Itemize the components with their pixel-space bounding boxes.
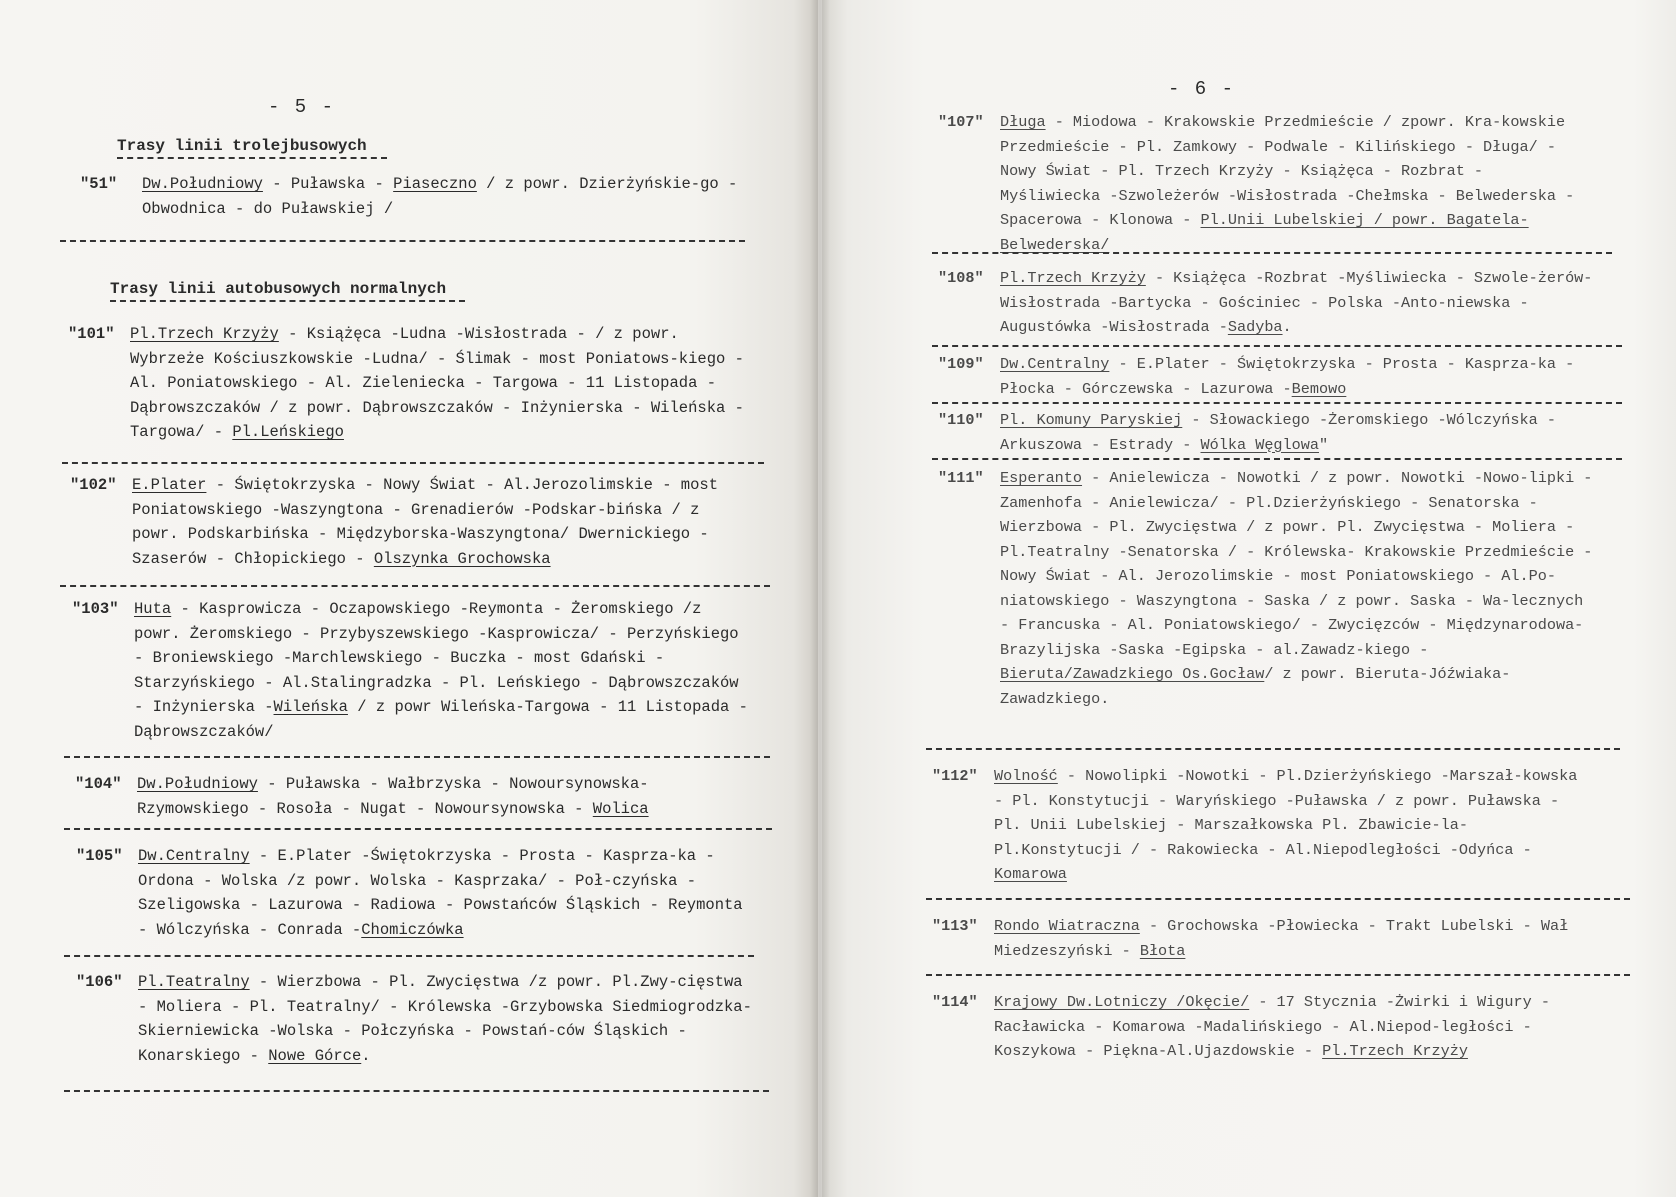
route-number: "104" (75, 775, 122, 793)
route-via: - Świętokrzyska - Nowy Świat - Al.Jerozolimskie - most Poniatowskiego -Waszyngtona - Grenadierów -Podskar-bińska / z powr. Podskarbińska - Międzyborska-Waszyngtona/ Dwernickiego - Szaserów - Chłopickiego - (132, 476, 719, 568)
route-start: Pl.Trzech Krzyży (1000, 269, 1146, 287)
page-number-left: - 5 - (268, 96, 336, 118)
route-number: "112" (932, 767, 978, 785)
book-gutter (810, 0, 830, 1197)
route-entry-51 (80, 172, 740, 221)
route-via: - Grochowska -Płowiecka - Trakt Lubelski - Wał Miedzeszyński - (994, 917, 1569, 960)
route-number: "106" (76, 973, 123, 991)
route-end: Piaseczno (393, 175, 477, 193)
route-start: Dw.Południowy (142, 175, 263, 193)
route-via: - Puławska - (262, 175, 394, 193)
route-number: "51" (80, 175, 118, 193)
route-start: Długa (1000, 113, 1046, 131)
route-end: Wolica (592, 799, 649, 818)
route-start: Wolność (994, 767, 1058, 785)
route-number: "105" (76, 847, 123, 865)
route-rest: / z powr Wileńska-Targowa - 11 Listopada -Dąbrowszczaków/ (134, 698, 748, 741)
divider-line (932, 402, 1622, 404)
route-end: Pl.Trzech Krzyży (1322, 1042, 1468, 1060)
route-rest: . (1282, 318, 1292, 336)
page-number-right: - 6 - (1168, 78, 1236, 100)
route-entry-109 (938, 352, 1598, 401)
route-rest: / z powr. Dzierżyńskie-go - Obwodnica - do Puławskiej / (142, 175, 738, 218)
divider-line (60, 585, 770, 587)
route-via: - Puławska - Wałbrzyska - Nowoursynowska-Rzymowskiego - Rosoła - Nugat - Nowoursynowska - (137, 775, 649, 818)
divider-line (926, 748, 1620, 750)
route-end: Błota (1139, 941, 1186, 960)
route-via: - 17 Stycznia -Żwirki i Wigury - Racławicka - Komarowa -Madalińskiego - Al.Niepod-ległości - Koszykowa - Piękna-Al.Ujazdowskie - (994, 993, 1550, 1060)
route-number: "101" (68, 325, 115, 343)
route-end: Chomiczówka (361, 920, 464, 939)
route-end: Wileńska (273, 698, 348, 716)
divider-line (62, 462, 764, 464)
route-entry-105 (76, 844, 752, 942)
route-start: Rondo Wiatraczna (994, 917, 1140, 935)
route-via: - Słowackiego -Żeromskiego -Wólczyńska - Arkuszowa - Estrady - (1000, 411, 1556, 454)
route-start: Pl.Trzech Krzyży (130, 325, 279, 343)
divider-line (932, 252, 1612, 254)
route-end: Olszynka Grochowska (373, 549, 551, 568)
route-via: - Kasprowicza - Oczapowskiego -Reymonta - Żeromskiego /z powr. Żeromskiego - Przybyszewskiego -Kasprowicza/ - Perzyńskiego - Broniewskiego -Marchlewskiego - Buczka - most Gdański - Starzyńskiego - Al.Stalingradzka - Pl. Leńskiego - Dąbrowszczaków - Inżynierska - (134, 600, 739, 716)
route-end: Sadyba (1227, 318, 1283, 336)
route-via: - E.Plater -Świętokrzyska - Prosta - Kasprza-ka - Ordona - Wolska /z powr. Wolska - Kasprzaka/ - Poł-czyńska - Szeligowska - Lazurowa - Radiowa - Powstańców Śląskich - Reymonta - Wólczyńska - Conrada - (138, 847, 743, 939)
route-start: Esperanto (1000, 469, 1083, 487)
route-entry-111 (938, 466, 1598, 711)
route-entry-114 (932, 990, 1572, 1064)
route-number: "109" (938, 355, 984, 373)
route-number: "107" (938, 113, 984, 131)
route-end: Bemowo (1291, 379, 1347, 398)
route-end: Wólka Węglowa (1200, 435, 1319, 454)
route-end: Pl.Leńskiego (232, 423, 344, 441)
heading-trolleybus: Trasy linii trolejbusowych (117, 137, 387, 159)
heading-bus: Trasy linii autobusowych normalnych (110, 280, 465, 302)
route-entry-112 (932, 764, 1592, 887)
divider-line (64, 828, 772, 830)
divider-line (926, 898, 1630, 900)
route-start: Dw.Południowy (137, 775, 258, 793)
route-entry-113 (932, 914, 1592, 963)
divider-line (64, 1090, 769, 1092)
route-start: Pl.Teatralny (138, 973, 250, 991)
route-via: - Nowolipki -Nowotki - Pl.Dzierżyńskiego -Marszał-kowska - Pl. Konstytucji - Waryńskiego -Puławska / z powr. Puławska - Pl. Unii Lubelskiej - Marszałkowska Pl. Zbawicie-la-Pl.Konstytucji / - Rakowiecka - Al.Niepodległości -Odyńca - (994, 767, 1578, 859)
route-number: "114" (932, 993, 978, 1011)
route-end: Komarowa (994, 865, 1067, 883)
route-start: Dw.Centralny (138, 847, 250, 865)
route-rest: . (361, 1046, 371, 1065)
route-start: Dw.Centralny (1000, 355, 1110, 373)
route-via: - E.Plater - Świętokrzyska - Prosta - Kasprza-ka - Płocka - Górczewska - Lazurowa - (1000, 355, 1575, 398)
route-via: - Książęca -Rozbrat -Myśliwiecka - Szwole-żerów- Wisłostrada -Bartycka - Gościniec - Polska -Anto-niewska - Augustówka -Wisłostrada - (1000, 269, 1593, 336)
route-entry-110 (938, 408, 1598, 457)
divider-line (64, 955, 754, 957)
divider-line (932, 345, 1622, 347)
route-entry-108 (938, 266, 1598, 340)
route-via: - Anielewicza - Nowotki / z powr. Nowotki -Nowo-lipki - Zamenhofa - Anielewicza/ - Pl.Dzierżyńskiego - Senatorska - Wierzbowa - Pl. Zwycięstwa / z powr. Pl. Zwycięstwa - Moliera - Pl.Teatralny -Senatorska / - Królewska- Krakowskie Przedmieście - Nowy Świat - Al. Jerozolimskie - most Poniatowskiego - Al.Po-niatowskiego - Waszyngtona - Saska / z powr. Saska - Wa-lecznych - Francuska - Al. Poniatowskiego/ - Zwycięzców - Międzynarodowa- Brazylijska -Saska -Egipska - al.Zawadz-kiego - (1000, 469, 1593, 659)
route-rest: / powr. Bagatela-Belwederska/ (1000, 211, 1529, 254)
route-end: Bieruta/Zawadzkiego Os.Gocław (1000, 665, 1265, 683)
route-number: "102" (70, 476, 117, 494)
route-number: "110" (938, 411, 984, 429)
route-start: Huta (134, 600, 172, 618)
route-start: Krajowy Dw.Lotniczy /Okęcie/ (994, 993, 1250, 1011)
route-number: "111" (938, 469, 984, 487)
route-entry-101 (68, 322, 746, 445)
route-entry-106 (76, 970, 756, 1068)
route-via: - Wierzbowa - Pl. Zwycięstwa /z powr. Pl.Zwy-cięstwa - Moliera - Pl. Teatralny/ - Królewska -Grzybowska Siedmiogrodzka-Skierniewicka -Wolska - Połczyńska - Powstań-ców Śląskich -Konarskiego - (138, 973, 752, 1065)
route-rest: / z powr. Bieruta-Jóźwiaka-Zawadzkiego. (1000, 665, 1511, 708)
route-entry-107 (938, 110, 1588, 257)
route-entry-103 (72, 597, 754, 744)
divider-line (932, 458, 1622, 460)
divider-line (60, 240, 745, 242)
route-number: "113" (932, 917, 978, 935)
route-end: Nowe Górce (268, 1046, 362, 1065)
route-end: Pl.Unii Lubelskiej (1200, 211, 1365, 229)
route-number: "103" (72, 600, 119, 618)
route-rest: " (1319, 435, 1329, 454)
divider-line (926, 974, 1630, 976)
divider-line (64, 756, 770, 758)
route-via: - Książęca -Ludna -Wisłostrada - / z powr. Wybrzeże Kościuszkowskie -Ludna/ - Ślimak - most Poniatows-kiego - Al. Poniatowskiego - Al. Zieleniecka - Targowa - 11 Listopada - Dąbrowszczaków / z powr. Dąbrowszczaków - Inżynierska - Wileńska - Targowa/ - (130, 325, 744, 441)
route-via: - Miodowa - Krakowskie Przedmieście / zpowr. Kra-kowskie Przedmieście - Pl. Zamkowy - Podwale - Kilińskiego - Długa/ - Nowy Świat - Pl. Trzech Krzyży - Książęca - Rozbrat - Myśliwiecka -Szwoleżerów -Wisłostrada -Chełmska - Belwederska - Spacerowa - Klonowa - (1000, 113, 1575, 229)
route-number: "108" (938, 269, 984, 287)
route-entry-104 (75, 772, 755, 821)
route-start: E.Plater (132, 476, 207, 494)
route-entry-102 (70, 473, 748, 571)
route-start: Pl. Komuny Paryskiej (1000, 411, 1183, 429)
